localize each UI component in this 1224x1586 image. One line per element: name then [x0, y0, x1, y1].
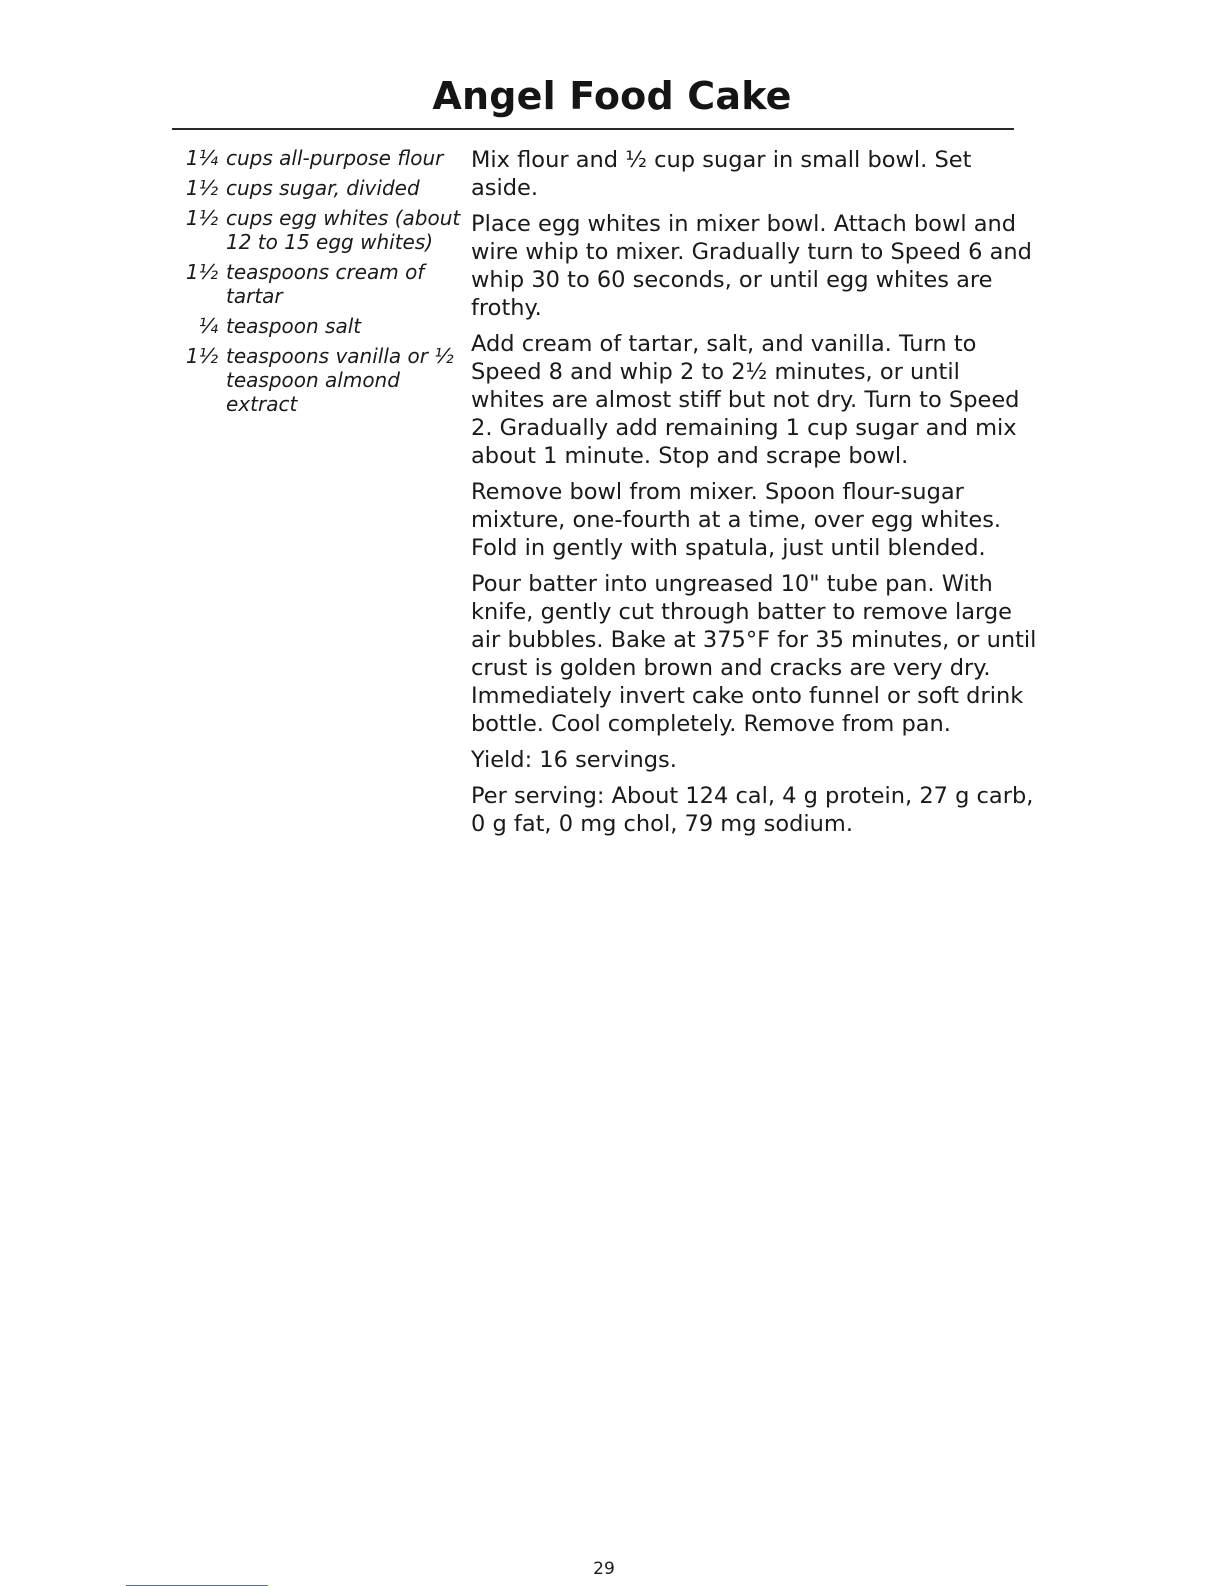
ingredient-quantity: 1½ — [185, 176, 218, 200]
title-divider — [172, 128, 1014, 130]
ingredient-list — [172, 146, 462, 422]
ingredient-quantity: 1¼ — [185, 146, 218, 170]
direction-step: Pour batter into ungreased 10" tube pan. With knife, gently cut through batter to remove large air bubbles. Bake at 375°F for 35 minutes, or until crust is golden brown and cracks are very dry. Immediately invert cake onto funnel or soft drink bottle. Cool completely. Remove from pan. — [471, 571, 1037, 737]
ingredient-quantity: ¼ — [198, 314, 218, 338]
direction-step: Add cream of tartar, salt, and vanilla. Turn to Speed 8 and whip 2 to 2½ minutes, or until whites are almost stiff but not dry. Turn to Speed 2. Gradually add remaining 1 cup sugar and mix about 1 minute. Stop and scrape bowl. — [471, 331, 1020, 469]
page-number: 29 — [593, 1559, 615, 1579]
ingredient-item — [172, 344, 462, 416]
ingredient-item — [172, 146, 462, 170]
direction-step: Place egg whites in mixer bowl. Attach bowl and wire whip to mixer. Gradually turn to Speed 6 and whip 30 to 60 seconds, or until egg whites are frothy. — [471, 211, 1032, 321]
nutrition-text: Per serving: About 124 cal, 4 g protein, 27 g carb, 0 g fat, 0 mg chol, 79 mg sodium. — [471, 783, 1034, 837]
ingredient-quantity: 1½ — [185, 206, 218, 230]
ingredient-item — [172, 176, 462, 200]
ingredient-item — [172, 260, 462, 308]
ingredient-text: cups egg whites (about 12 to 15 egg whites) — [226, 206, 461, 254]
ingredient-text: cups all-purpose flour — [226, 146, 444, 170]
ingredient-quantity: 1½ — [185, 344, 218, 368]
ingredient-text: teaspoon salt — [226, 314, 362, 338]
direction-step: Remove bowl from mixer. Spoon flour-sugar mixture, one-fourth at a time, over egg whites. Fold in gently with spatula, just until blended. — [471, 479, 1002, 561]
ingredient-text: cups sugar, divided — [226, 176, 420, 200]
page-title: Angel Food Cake — [432, 74, 792, 118]
ingredient-text: teaspoons cream of tartar — [226, 260, 425, 308]
ingredient-quantity: 1½ — [185, 260, 218, 284]
ingredient-item — [172, 314, 462, 338]
yield-text: Yield: 16 servings. — [471, 747, 677, 773]
ingredient-item — [172, 206, 462, 254]
direction-step: Mix flour and ½ cup sugar in small bowl. Set aside. — [471, 147, 972, 201]
directions — [471, 146, 1039, 846]
ingredient-text: teaspoons vanilla or ½ teaspoon almond extract — [226, 344, 454, 416]
